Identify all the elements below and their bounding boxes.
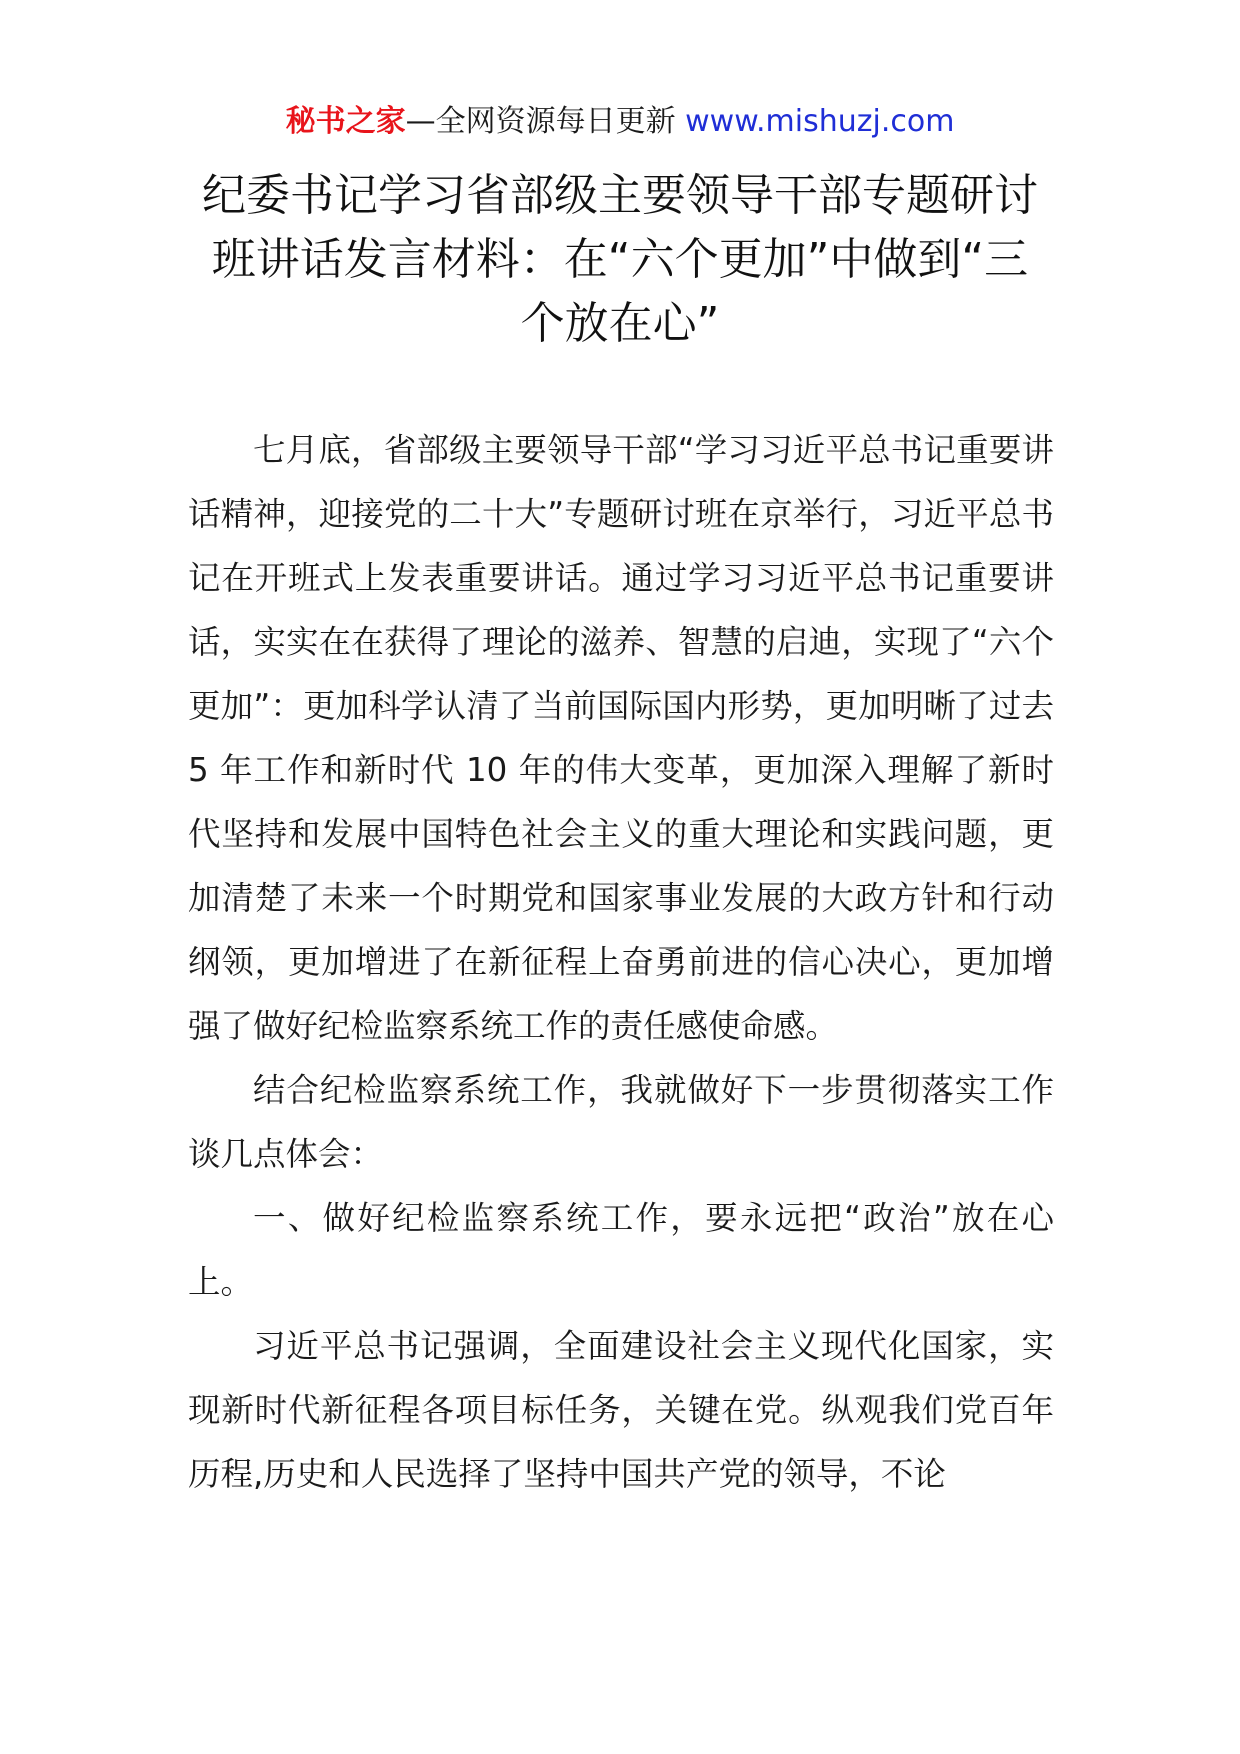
section-heading-politics: 一、做好纪检监察系统工作，要永远把“政治”放在心上。 — [188, 1199, 1054, 1301]
brand-name: 秘书之家 — [285, 104, 406, 139]
paragraph-transition: 结合纪检监察系统工作，我就做好下一步贯彻落实工作谈几点体会： — [188, 1071, 1054, 1173]
paragraph-politics: 习近平总书记强调，全面建设社会主义现代化国家，实现新时代新征程各项目标任务，关键在党。纵观我们党百年历程,历史和人民选择了坚持中国共产党的领导，不论 — [188, 1327, 1054, 1493]
site-url-link[interactable]: www.mishuzj.com — [685, 104, 955, 139]
banner-tagline: —全网资源每日更新 — [405, 104, 676, 139]
paragraph-intro: 七月底，省部级主要领导干部“学习习近平总书记重要讲话精神，迎接党的二十大”专题研讨班在京举行，习近平总书记在开班式上发表重要讲话。通过学习习近平总书记重要讲话，实实在在获得了理论的滋养、智慧的启迪，实现了“六个更加”：更加科学认清了当前国际国内形势，更加明晰了过去 5 年工作和新时代 10 年的伟大变革，更加深入理解了新时代坚持和发展中国特色社会主义的重大理论和实践问题，更加清楚了未来一个时期党和国家事业发展的大政方针和行动纲领，更加增进了在新征程上奋勇前进的信心决心，更加增强了做好纪检监察系统工作的责任感使命感。 — [188, 431, 1054, 1045]
document-body — [188, 418, 1054, 1506]
document-title: 纪委书记学习省部级主要领导干部专题研讨班讲话发言材料：在“六个更加”中做到“三个放在心” — [202, 170, 1038, 349]
site-banner — [0, 100, 1240, 144]
